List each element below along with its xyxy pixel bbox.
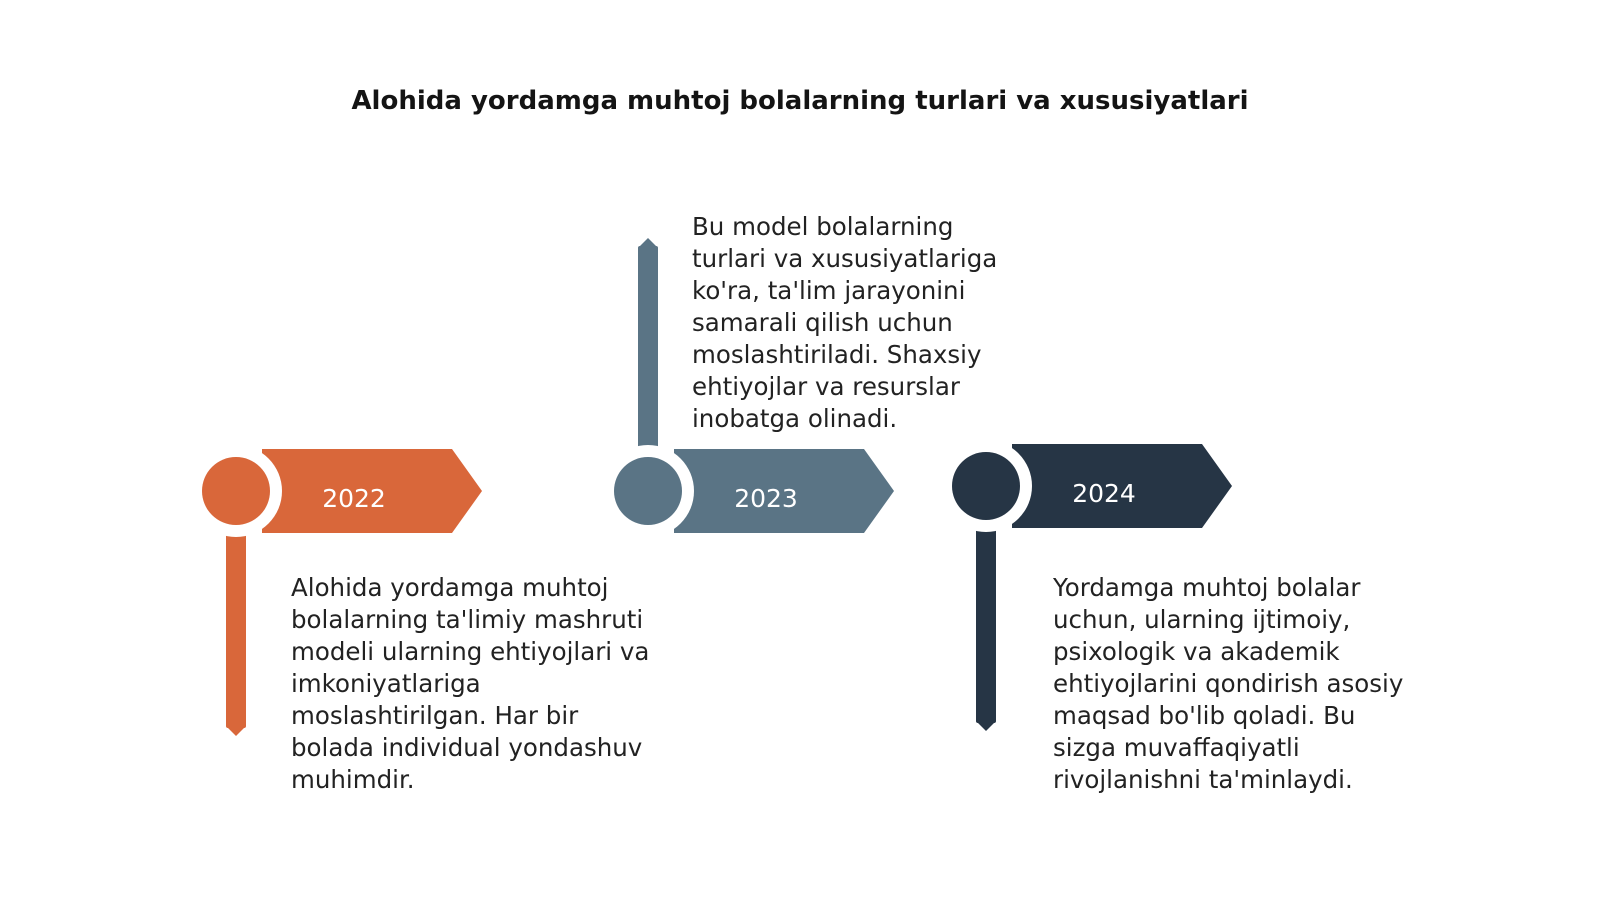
connector-line-2022 [226, 520, 246, 728]
connector-line-tip-2024 [976, 721, 996, 731]
timeline-node-2022 [202, 457, 270, 525]
milestone-description-2024: Yordamga muhtoj bolalar uchun, ularning ijtimoiy, psixologik va akademik ehtiyojlarini qondirish asosiy maqsad bo'lib qoladi. Bu sizga muvaffaqiyatli rivojlanishni ta'minlaydi. [1053, 573, 1404, 794]
connector-line-tip-2023 [638, 238, 658, 248]
year-label-2024: 2024 [1072, 479, 1136, 508]
diagram-title: Alohida yordamga muhtoj bolalarning turlari va xususiyatlari [351, 86, 1249, 116]
connector-line-2023 [638, 246, 658, 460]
milestone-description-2023: Bu model bolalarning turlari va xususiyatlariga ko'ra, ta'lim jarayonini samarali qilish uchun moslashtiriladi. Shaxsiy ehtiyojlar va resurslar inobatga olinadi. [692, 212, 998, 433]
timeline-node-2024 [952, 452, 1020, 520]
year-label-2023: 2023 [734, 484, 798, 513]
timeline-node-2023 [614, 457, 682, 525]
year-label-2022: 2022 [322, 484, 386, 513]
connector-line-2024 [976, 515, 996, 723]
connector-line-tip-2022 [226, 726, 246, 736]
milestone-description-2022: Alohida yordamga muhtoj bolalarning ta'limiy mashruti modeli ularning ehtiyojlari va imkoniyatlariga moslashtirilgan. Har bir bolada individual yondashuv muhimdir. [291, 573, 650, 794]
